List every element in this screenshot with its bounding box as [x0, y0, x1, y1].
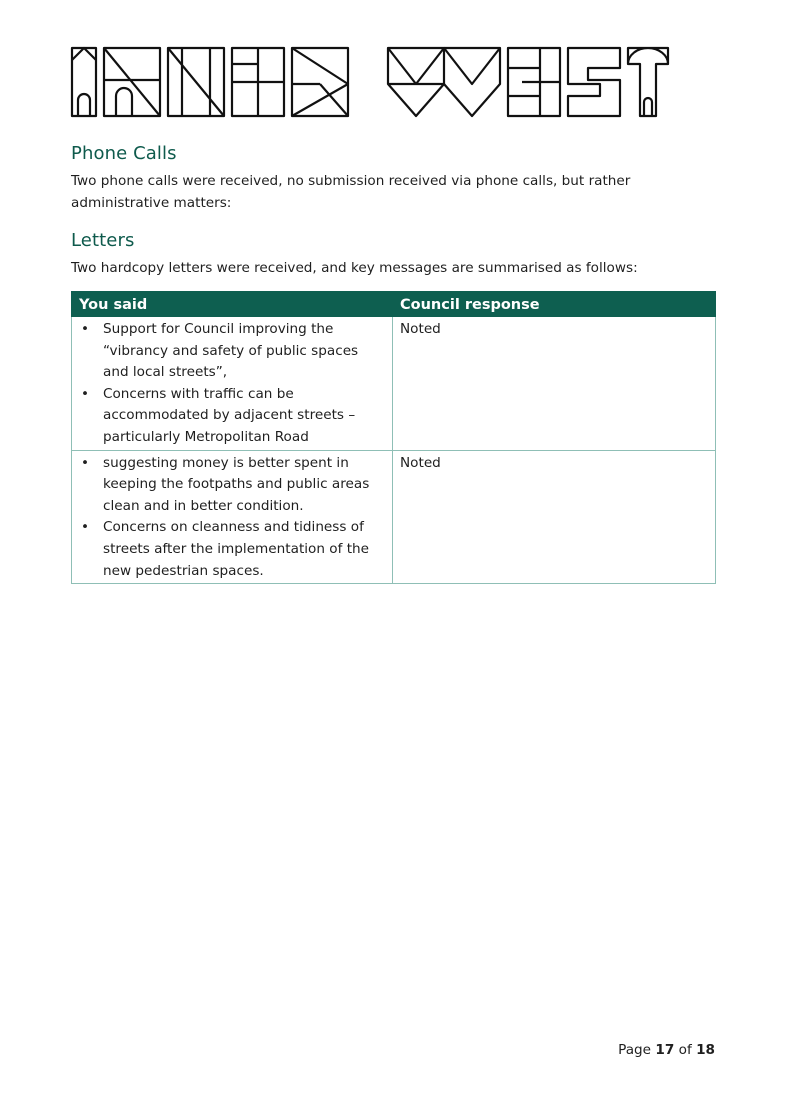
- phone-calls-heading: Phone Calls: [71, 143, 177, 164]
- council-response-cell: Noted: [393, 317, 716, 451]
- page-current: 17: [655, 1042, 675, 1058]
- phone-calls-text: Two phone calls were received, no submission received via phone calls, but rather administrative matters:: [71, 173, 631, 211]
- bullet-item: • Support for Council improving the “vibrancy and safety of public spaces and local streets”,: [79, 319, 385, 384]
- inner-west-logo: [70, 44, 670, 120]
- table-row: [72, 317, 716, 451]
- table-header-row: [72, 292, 716, 317]
- bullet-item: • suggesting money is better spent in keeping the footpaths and public areas clean and in better condition.: [79, 453, 385, 518]
- submissions-table: [71, 291, 716, 584]
- bullet-item: • Concerns on cleanness and tidiness of streets after the implementation of the new pedestrian spaces.: [79, 517, 385, 582]
- header-you-said: You said: [72, 292, 393, 317]
- page-number: [618, 1042, 715, 1058]
- letters-text: Two hardcopy letters were received, and key messages are summarised as follows:: [71, 260, 638, 276]
- bullet-item: • Concerns with traffic can be accommodated by adjacent streets – particularly Metropolitan Road: [79, 384, 385, 449]
- you-said-cell: [72, 450, 393, 584]
- table-row: [72, 450, 716, 584]
- page-total: 18: [696, 1042, 715, 1058]
- page-prefix: Page: [618, 1042, 652, 1058]
- you-said-cell: [72, 317, 393, 451]
- header-council-response: Council response: [393, 292, 716, 317]
- page-of: of: [678, 1042, 692, 1058]
- letters-heading: Letters: [71, 230, 135, 251]
- council-response-cell: Noted: [393, 450, 716, 584]
